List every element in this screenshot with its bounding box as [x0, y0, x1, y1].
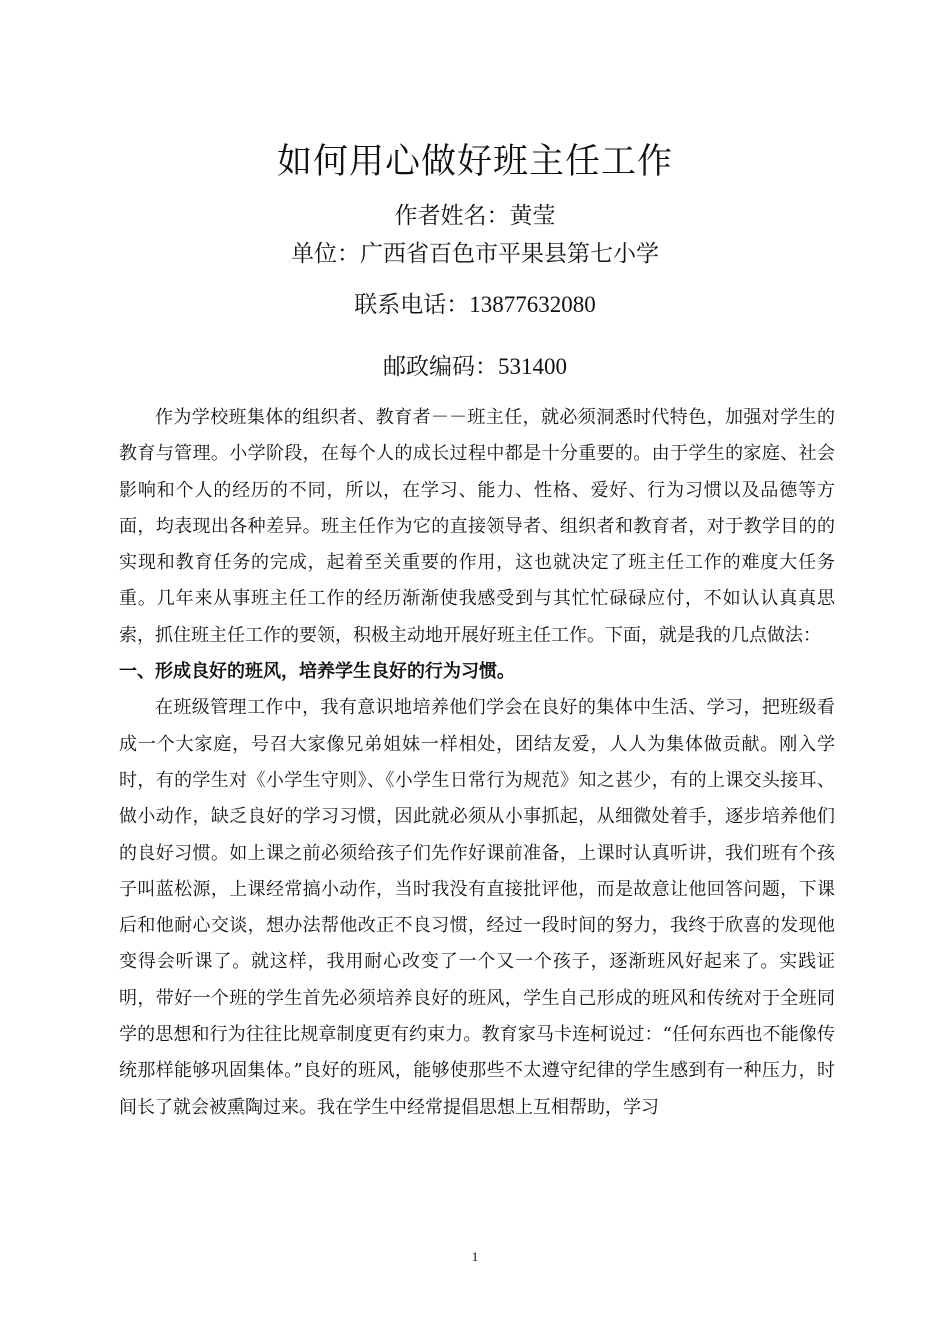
section-heading: 一、形成良好的班风，培养学生良好的行为习惯。	[119, 661, 515, 683]
phone-label: 联系电话：	[354, 292, 470, 318]
phone-line	[0, 288, 950, 322]
postal-label: 邮政编码：	[383, 354, 498, 380]
section-paragraph: 在班级管理工作中，我有意识地培养他们学会在良好的集体中生活、学习，把班级看成一个大家庭，号召大家像兄弟姐妹一样相处，团结友爱，人人为集体做贡献。刚入学时，有的学生对《小学生守则》、《小学生日常行为规范》知之甚少，有的上课交头接耳、做小动作，缺乏良好的学习习惯，因此就必须从小事抓起，从细微处着手，逐步培养他们的良好习惯。如上课之前必须给孩子们先作好课前准备，上课时认真听讲，我们班有个孩子叫蓝松源，上课经常搞小动作，当时我没有直接批评他，而是故意让他回答问题，下课后和他耐心交谈，想办法帮他改正不良习惯，经过一段时间的努力，我终于欣喜的发现他变得会听课了。就这样，我用耐心改变了一个又一个孩子，逐渐班风好起来了。实践证明，带好一个班的学生首先必须培养良好的班风，学生自己形成的班风和传统对于全班同学的思想和行为往往比规章制度更有约束力。教育家马卡连柯说过：“任何东西也不能像传统那样能够巩固集体。”良好的班风，能够使那些不太遵守纪律的学生感到有一种压力，时间长了就会被熏陶过来。我在学生中经常提倡思想上互相帮助，学习	[119, 697, 835, 1118]
postal-line	[0, 350, 950, 384]
phone-value: 13877632080	[469, 292, 596, 317]
postal-value: 531400	[498, 354, 567, 379]
intro-paragraph: 作为学校班集体的组织者、教育者－－班主任，就必须洞悉时代特色，加强对学生的教育与管理。小学阶段，在每个人的成长过程中都是十分重要的。由于学生的家庭、社会影响和个人的经历的不同，所以，在学习、能力、性格、爱好、行为习惯以及品德等方面，均表现出各种差异。班主任作为它的直接领导者、组织者和教育者，对于教学目的的实现和教育任务的完成，起着至关重要的作用，这也就决定了班主任工作的难度大任务重。几年来从事班主任工作的经历渐渐使我感受到与其忙忙碌碌应付，不如认认真真思索，抓住班主任工作的要领，积极主动地开展好班主任工作。下面，就是我的几点做法：	[119, 407, 835, 646]
page-number: 1	[471, 1249, 479, 1264]
author-line: 作者姓名：黄莹	[394, 203, 556, 229]
unit-line: 单位：广西省百色市平果县第七小学	[291, 241, 659, 267]
document-body	[119, 400, 835, 1126]
document-title: 如何用心做好班主任工作	[276, 142, 673, 182]
